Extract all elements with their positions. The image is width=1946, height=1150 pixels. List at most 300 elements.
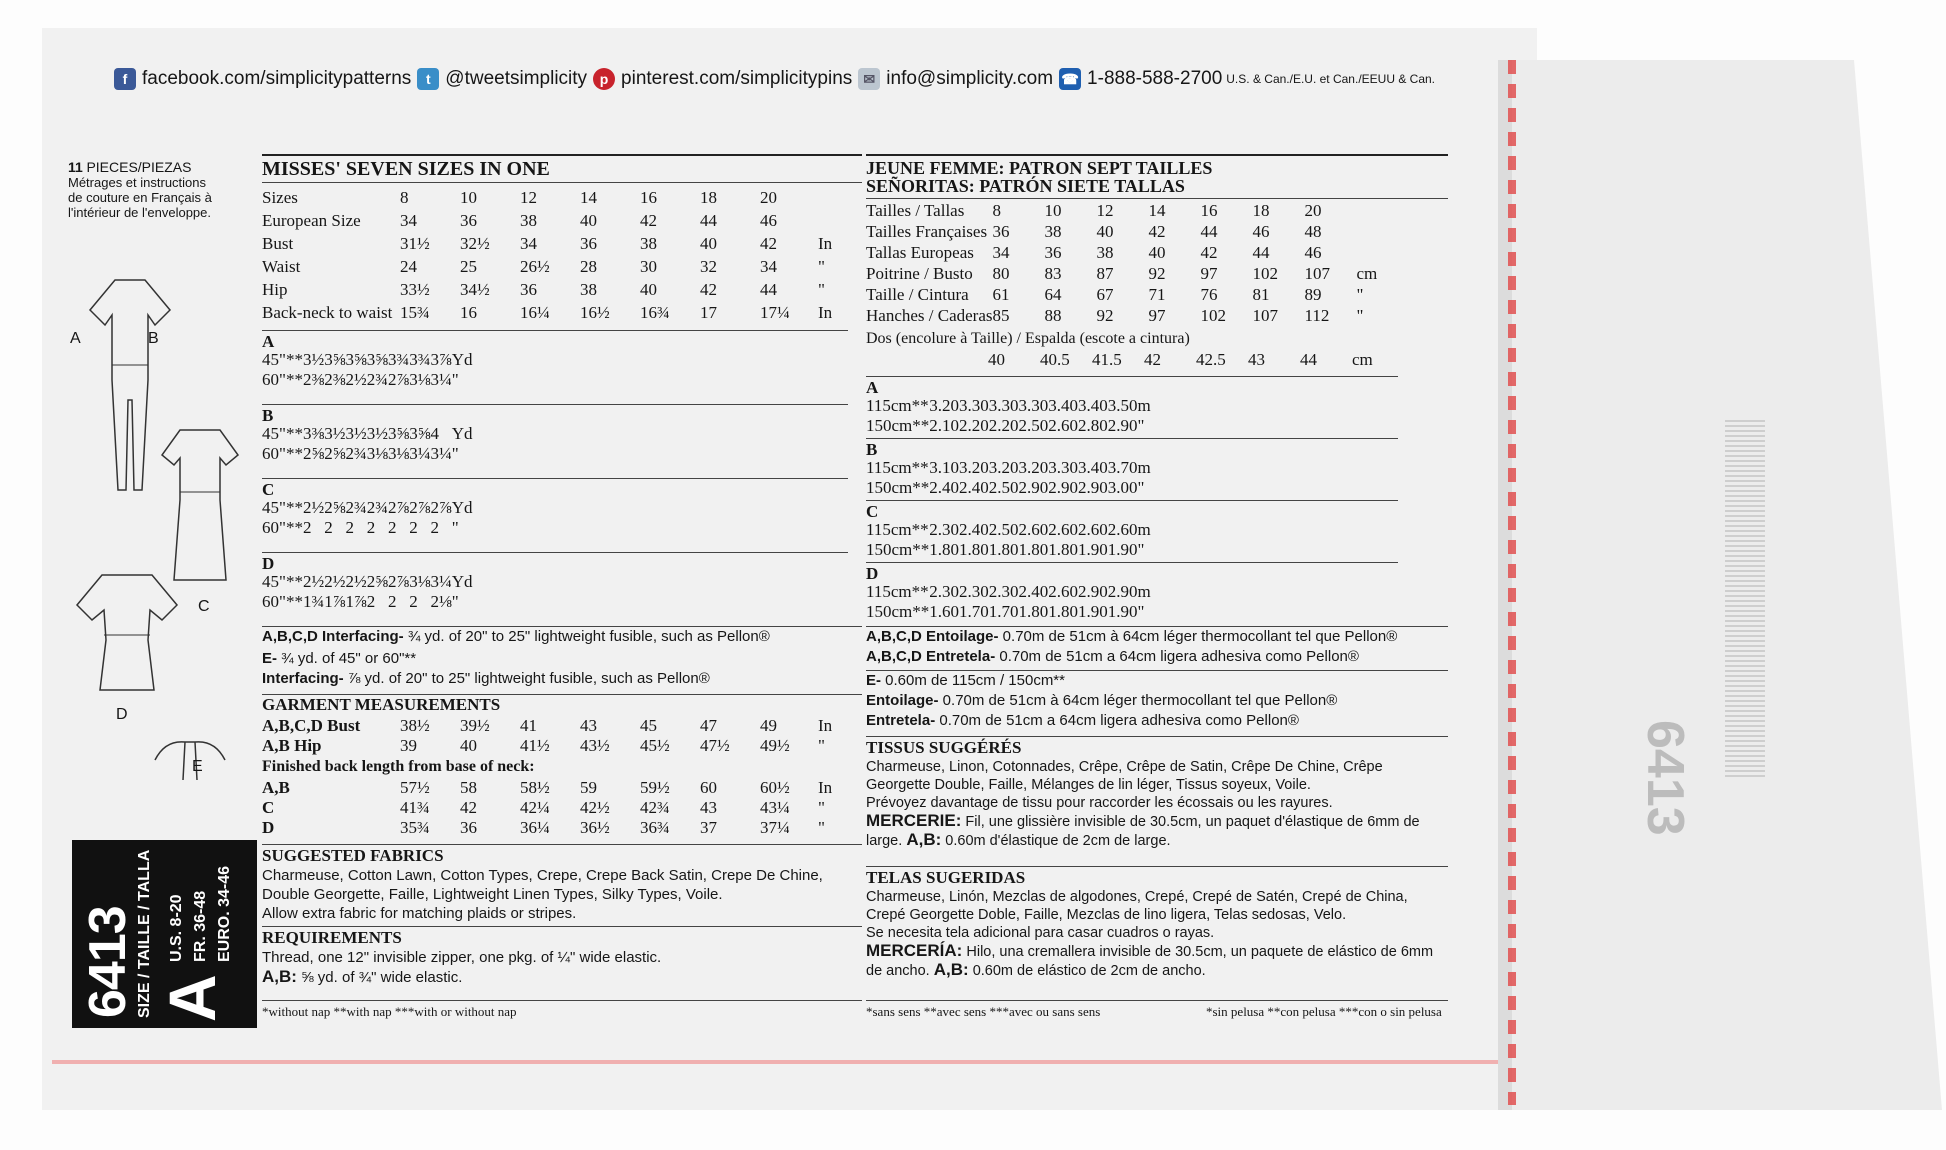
- size-table-fr: [866, 200, 1403, 326]
- label: E-: [866, 672, 881, 689]
- table-cell: 17: [700, 302, 717, 322]
- yardage-table: [866, 520, 1151, 560]
- table-cell: 2.90: [1107, 416, 1138, 435]
- view-label-c: C: [198, 598, 210, 615]
- table-cell: 2.20: [959, 416, 989, 435]
- table-cell: 59: [580, 778, 597, 797]
- table-cell: 2.50: [988, 520, 1019, 539]
- table-cell: 30: [640, 256, 657, 276]
- table-row: [262, 370, 472, 390]
- table-cell: Back-neck to waist: [262, 302, 393, 322]
- table-cell: 46: [760, 210, 777, 230]
- fabrics-extra: Allow extra fabric for matching plaids or stripes.: [262, 905, 577, 922]
- table-cell: C: [262, 798, 275, 817]
- table-cell: 42: [1200, 242, 1218, 262]
- table-cell: ": [451, 592, 459, 611]
- divider: [866, 866, 1448, 867]
- table-row: [262, 518, 472, 538]
- table-cell: 3.00: [1107, 478, 1138, 497]
- table-cell: 102: [1252, 263, 1279, 283]
- table-row: [262, 232, 848, 255]
- table-cell: 3.40: [1048, 396, 1079, 415]
- table-cell: 38½: [400, 716, 430, 735]
- table-cell: 150cm**: [866, 478, 930, 497]
- label: A,B:: [906, 830, 942, 849]
- table-cell: 71: [1148, 284, 1166, 304]
- table-row: [866, 242, 1403, 263]
- table-cell: 3.30: [959, 396, 989, 415]
- table-cell: 3¼: [430, 370, 452, 389]
- table-cell: cm: [1356, 263, 1378, 283]
- table-cell: 3.20: [988, 458, 1019, 477]
- table-cell: 18: [1252, 200, 1270, 220]
- table-cell: 3⅝: [324, 350, 346, 369]
- value: Fil, une glissière invisible de 30.5cm, un paquet d'élastique de 6mm de large.: [866, 814, 1420, 849]
- table-cell: 2: [302, 518, 312, 537]
- table-cell: 76: [1200, 284, 1218, 304]
- table-cell: 2.80: [1078, 416, 1108, 435]
- table-cell: 15¾: [400, 302, 430, 322]
- table-cell: A,B Hip: [262, 736, 322, 755]
- table-cell: 1.60: [929, 602, 960, 621]
- table-cell: 107: [1252, 305, 1279, 325]
- table-cell: 2½: [324, 572, 346, 591]
- table-cell: 38: [640, 233, 657, 253]
- back-length-label: Dos (encolure à Taille) / Espalda (escote a cintura): [866, 330, 1190, 347]
- table-cell: 12: [1096, 200, 1114, 220]
- table-cell: 2: [366, 518, 376, 537]
- table-cell: ": [1356, 284, 1364, 304]
- section-title-es: SEÑORITAS: PATRÓN SIETE TALLAS: [866, 176, 1185, 196]
- telas-extra: Se necesita tela adicional para casar cuadros o rayas.: [866, 925, 1215, 941]
- email-link[interactable]: info@simplicity.com: [886, 68, 1054, 89]
- table-cell: [818, 209, 848, 232]
- table-cell: 2.60: [1018, 520, 1049, 539]
- view-letter: A: [866, 378, 879, 397]
- facebook-link[interactable]: facebook.com/simplicitypatterns: [142, 68, 412, 89]
- table-cell: 41½: [520, 736, 550, 755]
- entoilage-note: [866, 628, 1397, 645]
- twitter-link[interactable]: @tweetsimplicity: [445, 68, 588, 89]
- divider: [866, 1000, 1448, 1001]
- fabrics-text: [262, 866, 862, 923]
- table-cell: 2.60: [1048, 520, 1079, 539]
- table-cell: 2⅝: [302, 444, 325, 463]
- size-table: [262, 186, 848, 324]
- table-cell: 60½: [760, 778, 790, 797]
- table-cell: 3⅝: [387, 424, 410, 443]
- table-cell: 42: [460, 798, 477, 817]
- yardage-table: [262, 350, 472, 390]
- table-cell: Waist: [262, 256, 301, 276]
- table-cell: 97: [1148, 305, 1166, 325]
- table-cell: 2½: [302, 572, 325, 591]
- table-cell: ": [818, 736, 825, 755]
- table-cell: Bust: [262, 233, 294, 253]
- label: MERCERIE:: [866, 811, 962, 830]
- table-cell: 1.80: [959, 540, 989, 559]
- table-cell: 3.40: [1078, 458, 1108, 477]
- value: 0.60m de elástico de 2cm de ancho.: [968, 963, 1206, 979]
- table-cell: 2.10: [929, 416, 960, 435]
- table-cell: 24: [400, 256, 417, 276]
- watermark-number: 6413: [1636, 720, 1694, 836]
- table-cell: 3¾: [409, 350, 431, 369]
- table-cell: 2¾: [366, 498, 388, 517]
- table-cell: 43: [580, 716, 597, 735]
- table-cell: 3.40: [1078, 396, 1108, 415]
- table-cell: Tailles Françaises: [866, 221, 988, 241]
- envelope-flap: [1502, 60, 1942, 1110]
- table-cell: Yd: [451, 572, 473, 591]
- table-cell: A,B: [262, 778, 290, 797]
- table-cell: 40: [580, 210, 597, 230]
- table-cell: 36: [460, 818, 477, 837]
- table-cell: 36: [1044, 242, 1062, 262]
- table-cell: 2.50: [988, 478, 1019, 497]
- yardage-table: [866, 458, 1151, 498]
- table-cell: 1.80: [929, 540, 960, 559]
- table-cell: 48: [1304, 221, 1322, 241]
- table-cell: 46: [1252, 221, 1270, 241]
- yardage-table: [866, 396, 1151, 436]
- table-cell: 2: [345, 518, 354, 537]
- table-cell: 36: [992, 221, 1010, 241]
- table-cell: 2.30: [988, 582, 1019, 601]
- table-cell: In: [818, 778, 833, 797]
- table-cell: 3.30: [1018, 396, 1049, 415]
- table-cell: 2.40: [929, 478, 960, 497]
- table-cell: 2⅝: [324, 498, 346, 517]
- table-cell: 14: [580, 187, 597, 207]
- table-cell: 2¾: [345, 444, 367, 463]
- divider: [866, 198, 1448, 199]
- requirements-title: REQUIREMENTS: [262, 928, 402, 947]
- table-cell: 2½: [345, 370, 367, 389]
- table-cell: 16¼: [520, 302, 550, 322]
- table-cell: 1⅞: [324, 592, 346, 611]
- table-cell: 2: [409, 592, 418, 611]
- table-row: [262, 592, 472, 612]
- table-cell: [818, 186, 848, 209]
- table-cell: 34: [400, 210, 417, 230]
- table-cell: 3.20: [1018, 458, 1049, 477]
- table-cell: 60"**: [262, 444, 303, 463]
- table-row: [866, 458, 1151, 478]
- table-cell: 3⅝: [409, 424, 431, 443]
- table-cell: 1.80: [1018, 540, 1049, 559]
- table-row: [262, 350, 472, 370]
- table-row: [262, 301, 848, 324]
- table-cell: European Size: [262, 210, 361, 230]
- table-cell: 1¾: [302, 592, 325, 611]
- table-cell: 1.90: [1107, 540, 1138, 559]
- divider: [866, 626, 1448, 627]
- table-cell: 3¼: [430, 444, 452, 463]
- pinterest-icon: p: [593, 68, 615, 90]
- table-cell: 16: [460, 302, 477, 322]
- table-cell: 40: [640, 279, 657, 299]
- table-cell: ": [451, 370, 459, 389]
- table-cell: 16: [1200, 200, 1218, 220]
- garment-title: GARMENT MEASUREMENTS: [262, 695, 501, 714]
- size-range-us: U.S. 8-20: [168, 894, 185, 962]
- table-cell: 3½: [302, 350, 325, 369]
- table-cell: In: [818, 716, 833, 735]
- table-cell: 43: [1248, 350, 1265, 369]
- table-cell: 64: [1044, 284, 1062, 304]
- pinterest-link[interactable]: pinterest.com/simplicitypins: [621, 68, 853, 89]
- table-cell: 92: [1148, 263, 1166, 283]
- table-cell: 2⅞: [387, 572, 410, 591]
- view-letter: D: [262, 554, 275, 573]
- table-row: [866, 221, 1403, 242]
- value: 0.70m de 51cm a 64cm ligera adhesiva como Pellon®: [995, 648, 1359, 665]
- table-cell: 3.30: [1048, 458, 1079, 477]
- label: E-: [262, 650, 277, 667]
- divider: [866, 376, 1398, 377]
- section-title-fr: JEUNE FEMME: PATRON SEPT TAILLES: [866, 158, 1213, 178]
- table-cell: 115cm**: [866, 396, 929, 415]
- label: Entretela-: [866, 712, 936, 729]
- table-cell: 39½: [460, 716, 490, 735]
- table-cell: 36¾: [640, 818, 670, 837]
- entretela-note: [866, 648, 1359, 665]
- table-cell: 61: [992, 284, 1010, 304]
- table-cell: 2.90: [1018, 478, 1049, 497]
- table-row: [262, 818, 848, 838]
- table-cell: 3⅜: [302, 424, 325, 443]
- table-cell: 32½: [460, 233, 490, 253]
- yardage-table: [262, 498, 472, 538]
- table-cell: 2: [387, 518, 397, 537]
- view-label-d: D: [116, 706, 128, 723]
- table-cell: 40: [700, 233, 717, 253]
- requirements-text: [262, 948, 862, 987]
- entoilage-note-e: [866, 692, 1337, 709]
- table-cell: 1⅞: [345, 592, 367, 611]
- table-cell: 26½: [520, 256, 550, 276]
- table-cell: 2: [324, 518, 333, 537]
- table-cell: 2: [409, 518, 418, 537]
- table-cell: 36½: [580, 818, 610, 837]
- table-cell: Yd: [451, 350, 473, 369]
- table-cell: 60"**: [262, 370, 303, 389]
- table-cell: 42¾: [640, 798, 670, 817]
- table-cell: 2.90: [1078, 478, 1108, 497]
- pieces-line: l'intérieur de l'enveloppe.: [68, 205, 211, 220]
- table-cell: 2⅜: [302, 370, 325, 389]
- contact-bar: [112, 64, 1512, 94]
- label: A,B,C,D Entoilage-: [866, 628, 999, 645]
- tie-sketch: [145, 730, 235, 790]
- table-cell: 10: [460, 187, 477, 207]
- table-cell: 1.90: [1078, 602, 1108, 621]
- table-cell: 150cm**: [866, 602, 930, 621]
- table-cell: 3½: [366, 424, 388, 443]
- table-row: [866, 540, 1151, 560]
- table-cell: 40: [988, 350, 1005, 369]
- divider: [262, 154, 862, 156]
- table-cell: 60: [700, 778, 717, 797]
- divider: [866, 438, 1398, 439]
- fabrics-list: Charmeuse, Cotton Lawn, Cotton Types, Crepe, Crepe Back Satin, Crepe De Chine, Double Georgette, Faille, Lightweight Linen Types, Silky Types, Voile.: [262, 867, 823, 903]
- table-cell: 2¾: [366, 370, 388, 389]
- divider: [262, 182, 862, 183]
- table-cell: 44: [1252, 242, 1270, 262]
- table-cell: 16: [640, 187, 657, 207]
- table-cell: 49: [760, 716, 777, 735]
- size-range-fr: FR. 36-48: [192, 890, 209, 962]
- table-cell: 42¼: [520, 798, 550, 817]
- dress-sketch-back: [72, 570, 182, 700]
- table-cell: 1.80: [988, 540, 1019, 559]
- value: 0.70m de 51cm a 64cm ligera adhesiva como Pellon®: [935, 712, 1299, 729]
- view-label-a: A: [70, 330, 81, 347]
- table-cell: 3⅛: [409, 572, 431, 591]
- value: ¾ yd. of 45" or 60"**: [277, 650, 417, 667]
- region-note: U.S. & Can./E.U. et Can./EEUU & Can.: [1226, 72, 1436, 86]
- table-cell: 34½: [460, 279, 490, 299]
- table-cell: 2.60: [1107, 520, 1138, 539]
- table-row: [262, 278, 848, 301]
- table-cell: 150cm**: [866, 540, 930, 559]
- table-cell: 17¼: [760, 302, 790, 322]
- table-cell: In: [818, 302, 833, 322]
- table-cell: 42: [1148, 221, 1166, 241]
- table-row: [866, 582, 1151, 602]
- table-cell: 97: [1200, 263, 1218, 283]
- table-cell: [1357, 221, 1403, 242]
- yardage-table: [262, 424, 472, 464]
- divider: [866, 562, 1398, 563]
- interfacing-note: [262, 628, 770, 645]
- pieces-count: 11: [68, 159, 83, 175]
- table-cell: 35¾: [400, 818, 430, 837]
- value: 0.70m de 51cm à 64cm léger thermocollant tel que Pellon®: [938, 692, 1338, 709]
- table-cell: 2⅞: [409, 498, 431, 517]
- divider: [262, 1000, 862, 1001]
- table-cell: 2.90: [1078, 582, 1108, 601]
- value: 0.60m de 115cm / 150cm**: [881, 672, 1065, 689]
- view-letter: C: [262, 480, 275, 499]
- table-cell: 40: [460, 736, 477, 755]
- size-letter: A: [155, 974, 229, 1022]
- red-edge-strip: [52, 1060, 1512, 1064]
- table-cell: 115cm**: [866, 582, 929, 601]
- table-cell: ": [818, 279, 825, 299]
- table-cell: 1.90: [1078, 540, 1108, 559]
- divider: [866, 670, 1448, 671]
- pieces-info: [68, 160, 258, 220]
- table-cell: 39: [400, 736, 417, 755]
- table-cell: 42.5: [1196, 350, 1226, 369]
- table-cell: [1357, 200, 1403, 221]
- table-cell: 80: [992, 263, 1010, 283]
- divider: [262, 404, 848, 405]
- table-cell: 3⅝: [366, 350, 388, 369]
- table-cell: ": [1137, 602, 1145, 621]
- table-row: [866, 602, 1151, 622]
- table-cell: 40.5: [1040, 350, 1070, 369]
- table-cell: 10: [1044, 200, 1062, 220]
- table-row: [262, 798, 848, 818]
- table-row: [262, 444, 472, 464]
- table-cell: 45: [640, 716, 657, 735]
- fabrics-title: SUGGESTED FABRICS: [262, 846, 444, 865]
- table-cell: ": [1137, 416, 1145, 435]
- divider: [262, 478, 848, 479]
- table-cell: Tallas Europeas: [866, 242, 974, 262]
- table-cell: 3⅝: [345, 350, 367, 369]
- table-cell: 36: [460, 210, 477, 230]
- footnote-fr: *sans sens **avec sens ***avec ou sans sens: [866, 1004, 1101, 1019]
- table-cell: 2⅝: [324, 444, 346, 463]
- divider: [262, 626, 862, 627]
- back-length-table: [866, 350, 1398, 370]
- size-range-euro: EURO. 34-46: [216, 865, 233, 962]
- table-cell: 81: [1252, 284, 1270, 304]
- table-cell: 38: [1096, 242, 1114, 262]
- tissus-text: [866, 758, 1448, 850]
- table-cell: 16¾: [640, 302, 670, 322]
- view-label-e: E: [192, 758, 203, 775]
- table-row: [866, 478, 1151, 498]
- table-row: [866, 350, 1398, 370]
- table-cell: ": [818, 256, 825, 276]
- table-cell: D: [262, 818, 275, 837]
- label: A,B,C,D Interfacing-: [262, 628, 404, 645]
- table-cell: 47: [700, 716, 717, 735]
- label: A,B:: [262, 967, 297, 986]
- view-label-b: B: [148, 330, 159, 347]
- table-cell: 67: [1096, 284, 1114, 304]
- table-row: [262, 424, 472, 444]
- view-letter: B: [866, 440, 878, 459]
- table-cell: m: [1137, 396, 1151, 415]
- table-cell: 87: [1096, 263, 1114, 283]
- table-cell: 57½: [400, 778, 430, 797]
- table-cell: 3¾: [387, 350, 410, 369]
- table-cell: 1.70: [988, 602, 1019, 621]
- table-cell: [1357, 242, 1403, 263]
- table-cell: 2.40: [959, 520, 989, 539]
- table-row: [262, 716, 848, 736]
- dress-sketch: [160, 420, 240, 590]
- table-cell: Taille / Cintura: [866, 284, 969, 304]
- telas-list: Charmeuse, Linón, Mezclas de algodones, Crepé, Crepé de Satén, Crepé de China, Crepé Georgette Doble, Faille, Mezclas de lino ligera, Telas sedosas, Velo.: [866, 889, 1408, 923]
- table-cell: 43: [700, 798, 717, 817]
- table-row: [262, 209, 848, 232]
- footnote-es: *sin pelusa **con pelusa ***con o sin pelusa: [1206, 1004, 1442, 1019]
- table-cell: 33½: [400, 279, 430, 299]
- table-cell: m: [1137, 458, 1151, 477]
- table-cell: 43¼: [760, 798, 790, 817]
- table-row: [262, 778, 848, 798]
- table-cell: 89: [1304, 284, 1322, 304]
- table-cell: 47½: [700, 736, 730, 755]
- table-cell: 2.90: [1107, 582, 1138, 601]
- table-row: [866, 416, 1151, 436]
- table-cell: 115cm**: [866, 458, 929, 477]
- divider: [262, 330, 848, 331]
- divider: [262, 552, 848, 553]
- table-cell: ": [818, 798, 825, 817]
- table-cell: ": [451, 444, 459, 463]
- table-cell: 3⅛: [366, 444, 388, 463]
- table-cell: 3.20: [929, 396, 960, 415]
- table-cell: 44: [1300, 350, 1317, 369]
